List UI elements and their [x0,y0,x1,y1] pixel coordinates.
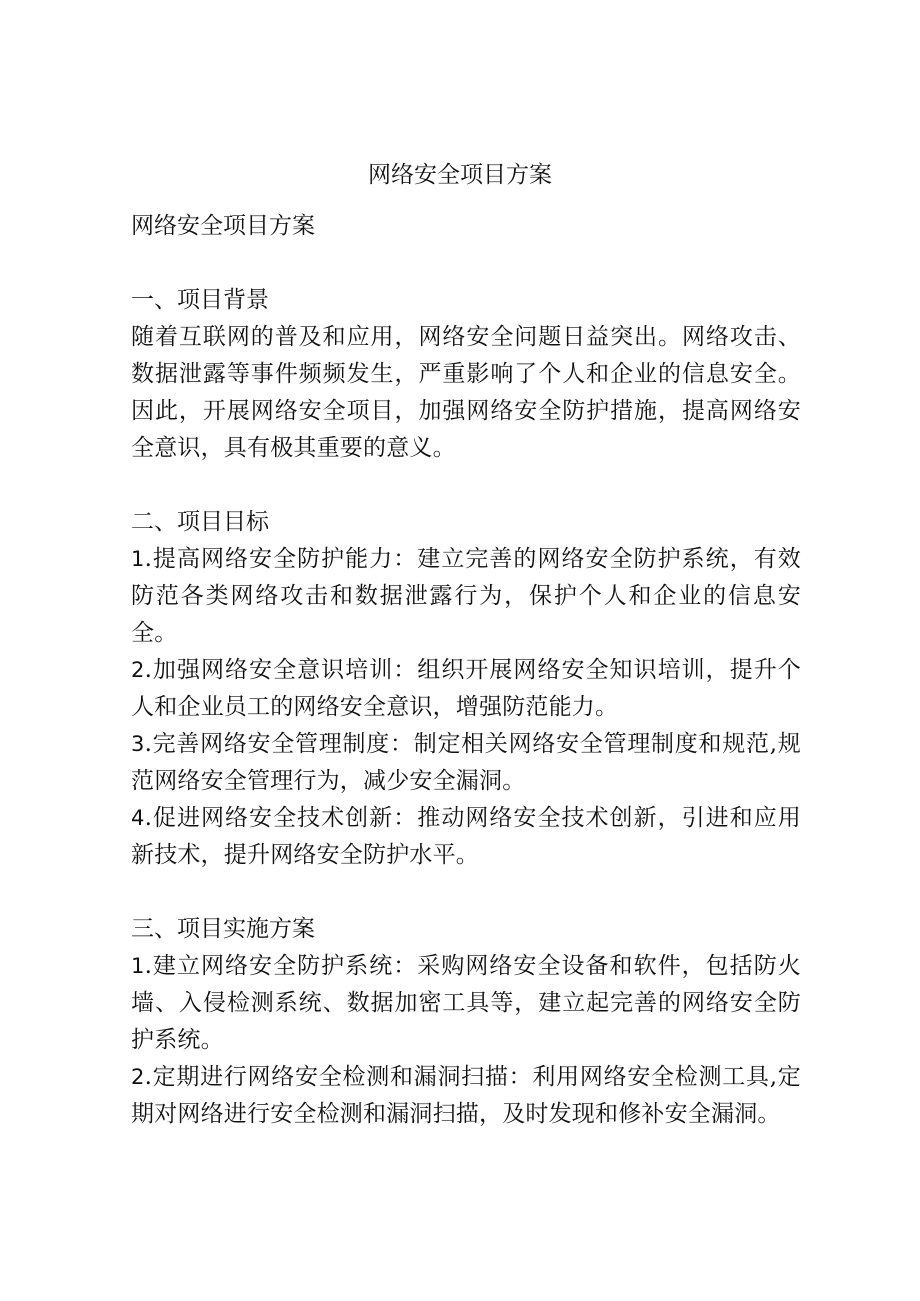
item-text: .定期进行网络安全检测和漏洞扫描：利用网络安全检测工具,定期对网络进行安全检测和漏洞扫描，及时发现和修补安全漏洞。 [131,1064,801,1127]
item-number: 3 [131,732,145,756]
implementation-item [131,948,801,1059]
item-text: .提高网络安全防护能力：建立完善的网络安全防护系统，有效防范各类网络攻击和数据泄露行为，保护个人和企业的信息安全。 [131,546,801,646]
goal-item [131,541,801,652]
item-number: 1 [131,547,145,571]
item-text: .完善网络安全管理制度：制定相关网络安全管理制度和规范,规范网络安全管理行为，减少安全漏洞。 [131,731,801,794]
item-text: .加强网络安全意识培训：组织开展网络安全知识培训，提升个人和企业员工的网络安全意识，增强防范能力。 [131,657,801,720]
section-gap [131,874,801,911]
section-gap [131,467,801,504]
implementation-item [131,1059,801,1133]
item-text: .促进网络安全技术创新：推动网络安全技术创新，引进和应用新技术，提升网络安全防护水平。 [131,805,801,868]
goal-item [131,800,801,874]
section-heading-background: 一、项目背景 [131,287,269,313]
item-number: 2 [131,1065,145,1089]
document-title: 网络安全项目方案 [368,162,552,188]
goal-item [131,726,801,800]
item-number: 1 [131,954,145,978]
item-number: 2 [131,658,145,682]
document-body [131,208,801,1133]
goal-item [131,652,801,726]
item-number: 4 [131,806,145,830]
section-heading-goals: 二、项目目标 [131,509,269,535]
item-text: .建立网络安全防护系统：采购网络安全设备和软件，包括防火墙、入侵检测系统、数据加密工具等，建立起完善的网络安全防护系统。 [131,953,801,1053]
section-heading-implementation: 三、项目实施方案 [131,916,315,942]
document-subtitle: 网络安全项目方案 [131,213,315,239]
background-paragraph: 随着互联网的普及和应用，网络安全问题日益突出。网络攻击、数据泄露等事件频频发生，严重影响了个人和企业的信息安全。因此，开展网络安全项目，加强网络安全防护措施，提高网络安全意识，具有极其重要的意义。 [131,324,801,461]
